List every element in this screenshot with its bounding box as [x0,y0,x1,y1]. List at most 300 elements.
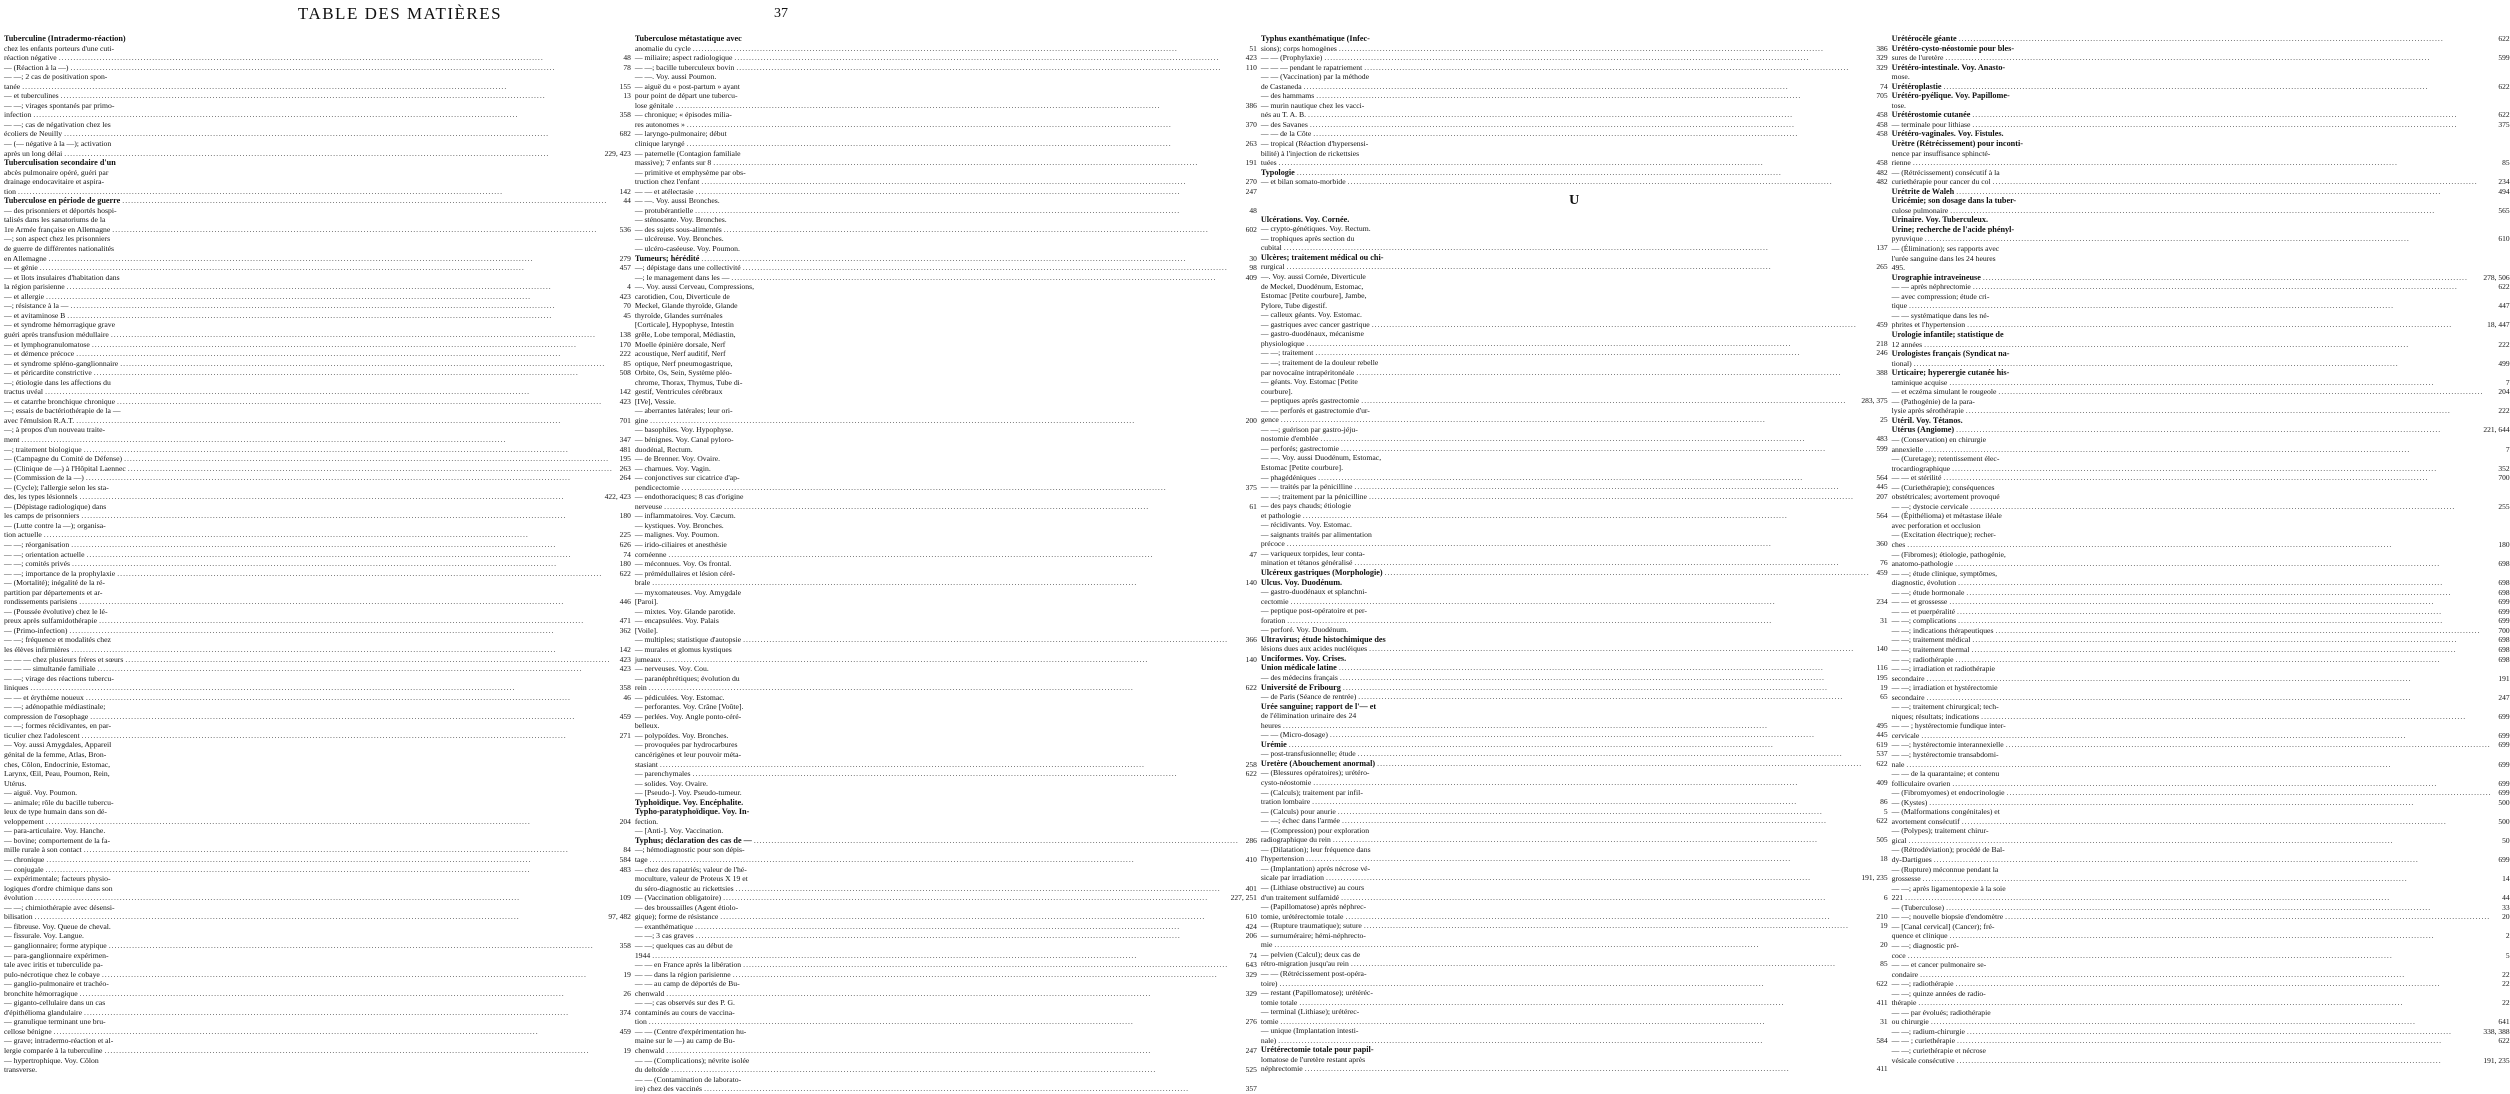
entry-text: — fibreuse. Voy. Queue de cheval. [4,921,111,931]
entry-text: — —; formes récidivantes, en par- [4,721,112,731]
index-entry-line [4,72,631,82]
page-reference: 246 [1876,348,1888,358]
index-entry-line [4,550,631,560]
leader-dots [86,550,612,560]
entry-text: ticulier chez l'adolescent [4,730,80,740]
index-entry-line [1261,149,1888,159]
index-entry-line [1892,550,2510,560]
index-headword-entry [1261,702,1888,712]
index-entry-line [1892,1008,2510,1018]
entry-text: — —; radium-chirurgie [1891,1026,1965,1036]
page-reference: 564 [1876,510,1888,520]
leader-dots [650,855,1239,865]
leader-dots [1305,1064,1870,1074]
index-entry-line [1892,445,2510,455]
entry-text: —; hémodiagnostic pour son dépis- [634,845,745,855]
index-column-1 [4,34,631,1078]
entry-text: — —; quelques cas au début de [634,940,733,950]
leader-dots [1943,473,2491,483]
entry-text: drainage endocavitaire et aspira- [4,177,105,187]
entry-text: écoliers de Neuilly [4,129,63,139]
entry-text: obstétricales; avortement provoqué [1891,492,2000,502]
index-entry-line [635,1046,1257,1056]
index-headword-entry [1261,1045,1888,1055]
entry-text: —. Voy. aussi Cerveau, Compressions, [634,282,755,292]
entry-text: tomie totale [1260,997,1298,1007]
leader-dots [59,53,613,63]
entry-text: — paranéphrétiques; évolution du [634,673,740,683]
index-entry-line [4,626,631,636]
index-entry-line [4,922,631,932]
entry-text: — perforantes. Voy. Crâne [Voûte]. [634,702,744,712]
entry-text: — — — chez plusieurs frères et sœurs [4,654,124,664]
leader-dots [1905,893,2491,903]
index-entry-line [4,760,631,770]
entry-text: niques; résultats; indications [1891,711,1980,721]
leader-dots [649,683,1239,693]
leader-dots [46,865,613,875]
index-entry-line [4,521,631,531]
leader-dots [1358,692,1869,702]
page-reference: 22 [2502,998,2510,1008]
entry-text: — terminal (Lithiase); urétérec- [1260,1007,1360,1017]
index-entry-line [4,445,631,455]
leader-dots [125,655,612,665]
leader-dots [1306,854,1870,864]
entry-text: — (Rupture) méconnue pendant la [1891,864,1999,874]
entry-text: — conjonctives sur cicatrice d'ap- [634,473,740,483]
leader-dots [1926,693,2491,703]
entry-text: — [Anti-]. Voy. Vaccination. [634,826,724,836]
index-entry-line [1892,473,2510,483]
entry-text: Meckel, Glande thyroïde, Glande [634,301,738,311]
leader-dots [1320,434,1869,444]
entry-text: — — (Centre d'expérimentation hu- [634,1026,747,1036]
index-entry-line [1261,940,1888,950]
index-entry-line [1892,149,2510,159]
entry-text: tage [634,855,648,865]
entry-text: contaminés au cours de vaccina- [634,1007,735,1017]
index-entry-line [4,874,631,884]
entry-text: — (Épithélioma) et métastase iléale [1891,511,2002,521]
index-entry-line [1892,378,2510,388]
entry-text: — primitive et emphysème par obs- [634,167,746,177]
index-entry-line [635,616,1257,626]
entry-text: cysto-néostomie [1260,778,1312,788]
index-entry-line [635,865,1257,875]
entry-text: — (Tuberculose) [1891,902,1945,912]
entry-text: d'épithélioma glandulaire [4,1007,83,1017]
leader-dots [650,416,1239,426]
page-reference: 74 [1249,950,1257,960]
leader-dots [1385,568,1870,578]
index-entry-line [4,530,631,540]
entry-text: grêle, Lobe temporal, Médiastin, [634,329,736,339]
index-headword-entry [1892,63,2510,73]
page-reference: 283, 375 [1861,396,1888,406]
index-headword-entry [1892,349,2510,359]
entry-text: — bovine; comportement de la fa- [4,835,111,845]
entry-text: Urologie infantile; statistique de [1891,329,2004,339]
leader-dots [1372,320,1870,330]
page-reference: 6 [1883,892,1888,902]
index-headword-entry [1261,34,1888,44]
entry-text: avec perforation et occlusion [1891,520,1981,530]
leader-dots [84,845,613,855]
entry-text: — —; chimiothérapie avec désensi- [4,902,115,912]
index-entry-line [635,273,1257,283]
index-entry-line [1261,1036,1888,1046]
page-reference: 70 [623,301,631,311]
page-reference: 445 [1876,730,1888,740]
index-entry-line [635,931,1257,941]
index-entry-line [1261,711,1888,721]
entry-text: — grave; intradermo-réaction et al- [4,1036,114,1046]
leader-dots [1967,320,2485,330]
leader-dots [72,559,613,569]
index-entry-line [1261,530,1888,540]
leader-dots [1929,798,2491,808]
entry-text: — [Canal cervical] (Cancer); fré- [1891,921,1995,931]
page-reference: 7 [2505,444,2510,454]
leader-dots [1950,931,2492,941]
leader-dots [652,951,1239,961]
entry-text: — et îlots insulaires d'habitation dans [4,272,120,282]
entry-text: taminique acquise [1891,377,1948,387]
entry-text: belleux. [634,721,660,731]
index-entry-line [4,578,631,588]
entry-text: lose génitale [634,100,674,110]
entry-text: — miliaire; aspect radiologique [634,53,733,63]
leader-dots [1952,779,2491,789]
index-entry-line [4,387,631,397]
index-entry-line [4,215,631,225]
index-entry-line [1892,760,2510,770]
index-entry-line [635,1027,1257,1037]
index-entry-line [635,72,1257,82]
entry-text: — (Pathogénie) de la para- [1891,396,1975,406]
leader-dots [70,63,612,73]
index-entry-line [4,989,631,999]
page-reference: 622 [619,568,631,578]
entry-text: bilité) à l'injection de rickettsies [1260,148,1360,158]
entry-text: — (Papillomatose) après néphrec- [1260,902,1367,912]
entry-text: — — — pendant le rapatriement [1260,62,1363,72]
entry-text: gence [1260,415,1279,425]
entry-text: — — — simultanée familiale [4,664,96,674]
page-reference: 78 [623,62,631,72]
page-reference: 48 [623,53,631,63]
page-reference: 222 [2498,339,2510,349]
page-reference: 180 [2498,539,2510,549]
entry-text: tration lombaire [1260,797,1311,807]
entry-text: res autonomes » [634,119,685,129]
index-entry-line [4,206,631,216]
entry-text: — des pays chauds; étiologie [1260,501,1351,511]
index-entry-line [4,884,631,894]
entry-text: Moelle épinière dorsale, Nerf [634,339,726,349]
index-headword-entry [1892,273,2510,283]
index-entry-line [1261,549,1888,559]
index-entry-line [1892,674,2510,684]
page-reference: 270 [1245,177,1257,187]
entry-text: — (Poussée évolutive) chez le lé- [4,606,108,616]
entry-text: — granulique terminant une bru- [4,1017,106,1027]
page-reference: 599 [1876,443,1888,453]
index-entry-line [635,588,1257,598]
entry-text: — —. Voy. aussi Poumon. [634,72,717,82]
page-reference: 329 [1245,969,1257,979]
entry-text: la région parisienne [4,282,65,292]
index-entry-line [4,559,631,569]
entry-text: tomie [1260,1016,1279,1026]
leader-dots [1280,1017,1869,1027]
index-entry-line [4,254,631,264]
entry-text: vésicale consécutive [1891,1055,1955,1065]
entry-text: rienne [1891,158,1911,168]
entry-text: — et péricardite constrictive [4,368,92,378]
leader-dots [128,464,613,474]
index-entry-line [1261,979,1888,989]
page-reference: 626 [619,539,631,549]
index-headword-entry [1261,740,1888,750]
index-entry-line [1261,826,1888,836]
leader-dots [1304,82,1870,92]
leader-dots [1955,559,2492,569]
leader-dots [1993,177,2492,187]
leader-dots [1324,53,1869,63]
index-entry-line [1261,501,1888,511]
entry-text: gine [634,415,649,425]
entry-text: — (Rétrécissement) consécutif à la [1891,167,2000,177]
index-entry-line [1261,110,1888,120]
entry-text: guéri après transfusion médullaire [4,329,109,339]
leader-dots [1340,673,1870,683]
index-entry-line [635,425,1257,435]
entry-text: — tropical (Réaction d'hypersensi- [1260,139,1369,149]
entry-text: rondissements parisiens [4,597,78,607]
index-entry-line [635,416,1257,426]
page-reference: 459 [619,1026,631,1036]
index-entry-line [1892,826,2510,836]
page-reference: 20 [1880,940,1888,950]
index-entry-line [635,779,1257,789]
index-entry-line [1261,444,1888,454]
page-reference: 699 [2498,711,2510,721]
leader-dots [1330,730,1870,740]
leader-dots [117,397,613,407]
entry-text: — — (Vaccination) par la méthode [1260,72,1370,82]
index-headword-entry [1261,663,1888,673]
index-entry-line [1892,616,2510,626]
leader-dots [1972,120,2491,130]
index-entry-line [635,129,1257,139]
entry-text: [Paroi]. [634,597,659,607]
entry-text: — hypertrophique. Voy. Côlon [4,1055,99,1065]
entry-text: — (Cycle); l'allergie selon les sta- [4,482,109,492]
leader-dots [44,530,613,540]
index-headword-entry [1261,683,1888,693]
entry-text: ches, Côlon, Endocrinie, Estomac, [4,759,111,769]
page-reference: 401 [1245,883,1257,893]
page-reference: 622 [2498,34,2510,43]
page-reference: 360 [1876,539,1888,549]
entry-text: — des prisonniers et déportés hospi- [4,205,117,215]
entry-text: —; essais de bactériothérapie de la — [4,406,121,416]
entry-text: anatomo-pathologie [1891,559,1954,569]
index-column-4 [1892,34,2510,1078]
entry-text: — aberrantes latérales; leur ori- [634,406,733,416]
entry-text: — conjugale [4,864,44,874]
entry-text: — bénignes. Voy. Canal pyloro- [634,434,734,444]
entry-text: — —; indications thérapeutiques [1891,625,1994,635]
leader-dots [1920,970,2492,980]
index-entry-line [4,655,631,665]
index-entry-line [1892,836,2510,846]
page-reference: 483 [619,864,631,874]
index-headword-entry [1261,578,1888,588]
index-entry-line [635,750,1257,760]
index-entry-line [4,979,631,989]
entry-text: Tuberculisation secondaire d'un [4,158,116,168]
entry-text: folliculaire ovarien [1891,778,1951,788]
leader-dots [1377,759,1869,769]
index-entry-line [1892,311,2510,321]
leader-dots [1348,177,1870,187]
leader-dots [1308,110,1870,120]
leader-dots [696,187,1239,197]
leader-dots [720,912,1239,922]
entry-text: — —; cas observés sur des P. G. [634,998,735,1008]
index-entry-line [1261,998,1888,1008]
page-reference: 33 [2502,902,2510,912]
entry-text: Tuberculose en période de guerre [4,196,121,206]
entry-text: — —; traitement par la pénicilline [1260,491,1367,501]
leader-dots [33,110,613,120]
entry-text: sicale par irradiation [1260,873,1325,883]
index-entry-line [1261,893,1888,903]
leader-dots [1959,34,2492,44]
index-entry-line [1892,397,2510,407]
index-entry-line [4,454,631,464]
index-entry-line [1892,540,2510,550]
entry-text: culose pulmonaire [1891,205,1949,215]
index-entry-line [1261,558,1888,568]
index-entry-line [635,368,1257,378]
entry-text: tanée [4,81,21,91]
leader-dots [1297,168,1870,178]
entry-text: Ultravirus; étude histochimique des [1260,634,1386,644]
index-entry-line [1892,254,2510,264]
entry-text: — — systématique dans les né- [1891,310,1990,320]
entry-text: Université de Fribourg [1260,682,1341,692]
index-entry-line [4,397,631,407]
entry-text: — — de la Côte [1260,129,1312,139]
index-entry-line [1261,816,1888,826]
index-entry-line [1892,607,2510,617]
leader-dots [1950,206,2491,216]
index-entry-line [4,244,631,254]
entry-text: — gastro-duodénaux, mécanisme [1260,329,1364,339]
entry-text: néphrectomie [1260,1064,1303,1074]
leader-dots [1287,539,1870,549]
index-entry-line [635,1056,1257,1066]
entry-text: Estomac [Petite courbure], Jambe, [1260,291,1367,301]
index-entry-line [4,234,631,244]
page-reference: 20 [2502,912,2510,922]
entry-text: tomie, urétérectomie totale [1260,911,1344,921]
entry-text: Estomac [Petite courbure]. [1260,462,1344,472]
page-reference: 622 [2498,1036,2510,1046]
entry-text: — — en France après la libération [634,960,742,970]
index-entry-line [4,435,631,445]
entry-text: tale avec iritis et tuberculide pa- [4,960,103,970]
entry-text: — irido-ciliaires et anesthésie [634,539,727,549]
page-reference: 701 [619,415,631,425]
index-entry-line [1261,224,1888,234]
entry-text: Utérus (Angiome) [1891,425,1955,435]
page-reference: 140 [1245,578,1257,588]
leader-dots [40,263,613,273]
page-reference: 191, 235 [2483,1055,2510,1065]
index-entry-line [1261,959,1888,969]
page-reference: 483 [1876,434,1888,444]
entry-text: — — et grossesse [1891,597,1948,607]
index-headword-entry [1261,568,1888,578]
leader-dots [1341,893,1870,903]
entry-text: — de Paris (Séance de rentrée) [1260,692,1357,702]
index-entry-line [1261,415,1888,425]
index-entry-line [635,1036,1257,1046]
leader-dots [30,683,612,693]
index-entry-line [1261,482,1888,492]
entry-text: Utéril. Voy. Tétanos. [1891,415,1963,425]
page-reference: 155 [619,81,631,91]
entry-text: — sténosante. Voy. Bronches. [634,215,727,225]
leader-dots [1906,760,2491,770]
entry-text: Typhus exanthématique (Infec- [1260,34,1370,43]
page-reference: 482 [1876,177,1888,187]
entry-text: Urine; recherche de l'acide phényl- [1891,224,2015,234]
index-entry-line [1261,931,1888,941]
entry-text: — (Dilatation); leur fréquence dans [1260,844,1371,854]
entry-text: — —; dystocie cervicale [1891,501,1969,511]
index-entry-line [1261,320,1888,330]
entry-text: nence par insuffisance sphincté- [1891,148,1991,158]
index-entry-line [635,664,1257,674]
index-entry-line [4,635,631,645]
index-entry-line [1892,1036,2510,1046]
index-entry-line [1892,903,2510,913]
index-entry-line [1261,807,1888,817]
leader-dots [79,597,613,607]
leader-dots [81,511,612,521]
entry-text: — —; hystérectomie interannexielle [1891,740,2004,750]
leader-dots [82,731,613,741]
index-entry-line [1261,387,1888,397]
entry-text: anomalie du cycle [634,43,691,53]
page-reference: 180 [619,559,631,569]
leader-dots [695,206,1239,216]
leader-dots [1956,187,2491,197]
index-entry-line [4,120,631,130]
entry-text: — kystiques. Voy. Bronches. [634,520,724,530]
index-entry-line [635,120,1257,130]
index-entry-line [635,330,1257,340]
index-entry-line [1892,884,2510,894]
index-entry-line [1261,272,1888,282]
leader-dots [67,282,613,292]
